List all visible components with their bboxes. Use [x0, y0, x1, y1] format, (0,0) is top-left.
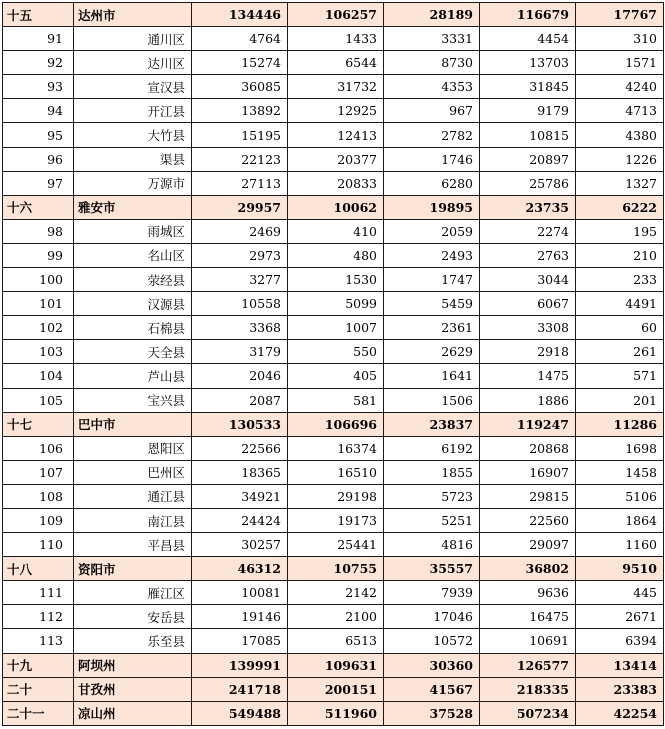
value-cell-v3: 1641: [384, 364, 480, 388]
row-index-cell: 十六: [3, 195, 74, 219]
table-row: [3, 460, 664, 484]
region-name-cell: 渠县: [74, 147, 192, 171]
region-name-cell: 石棉县: [74, 316, 192, 340]
value-cell-v1: 15274: [192, 51, 288, 75]
value-cell-v2: 2100: [288, 605, 384, 629]
value-cell-v4: 119247: [480, 412, 576, 436]
value-cell-v5: 42254: [576, 701, 664, 725]
value-cell-v4: 22560: [480, 508, 576, 532]
value-cell-v4: 1886: [480, 388, 576, 412]
value-cell-v4: 1475: [480, 364, 576, 388]
city-total-row: [3, 701, 664, 725]
row-index-cell: 102: [3, 316, 74, 340]
table-row: [3, 436, 664, 460]
value-cell-v2: 12413: [288, 123, 384, 147]
value-cell-v4: 2763: [480, 243, 576, 267]
row-index-cell: 二十: [3, 677, 74, 701]
region-name-cell: 名山区: [74, 243, 192, 267]
value-cell-v1: 24424: [192, 508, 288, 532]
value-cell-v3: 5459: [384, 292, 480, 316]
row-index-cell: 108: [3, 484, 74, 508]
row-index-cell: 十五: [3, 3, 74, 27]
table-row: [3, 581, 664, 605]
value-cell-v4: 29815: [480, 484, 576, 508]
row-index-cell: 97: [3, 171, 74, 195]
value-cell-v5: 6222: [576, 195, 664, 219]
table-wrapper: [2, 2, 664, 726]
value-cell-v5: 4240: [576, 75, 664, 99]
row-index-cell: 98: [3, 219, 74, 243]
row-index-cell: 113: [3, 629, 74, 653]
value-cell-v2: 25441: [288, 533, 384, 557]
value-cell-v1: 549488: [192, 701, 288, 725]
value-cell-v1: 10558: [192, 292, 288, 316]
city-total-row: [3, 412, 664, 436]
row-index-cell: 十八: [3, 557, 74, 581]
value-cell-v5: 1226: [576, 147, 664, 171]
value-cell-v5: 1160: [576, 533, 664, 557]
value-cell-v3: 10572: [384, 629, 480, 653]
value-cell-v5: 23383: [576, 677, 664, 701]
value-cell-v1: 130533: [192, 412, 288, 436]
value-cell-v2: 6544: [288, 51, 384, 75]
value-cell-v4: 13703: [480, 51, 576, 75]
region-name-cell: 芦山县: [74, 364, 192, 388]
value-cell-v4: 29097: [480, 533, 576, 557]
value-cell-v5: 5106: [576, 484, 664, 508]
value-cell-v1: 22566: [192, 436, 288, 460]
region-name-cell: 达川区: [74, 51, 192, 75]
value-cell-v5: 310: [576, 27, 664, 51]
table-row: [3, 99, 664, 123]
value-cell-v2: 5099: [288, 292, 384, 316]
value-cell-v1: 13892: [192, 99, 288, 123]
row-index-cell: 94: [3, 99, 74, 123]
value-cell-v5: 4380: [576, 123, 664, 147]
row-index-cell: 92: [3, 51, 74, 75]
city-total-row: [3, 557, 664, 581]
value-cell-v4: 218335: [480, 677, 576, 701]
value-cell-v2: 6513: [288, 629, 384, 653]
value-cell-v3: 3331: [384, 27, 480, 51]
table-row: [3, 388, 664, 412]
region-name-cell: 巴中市: [74, 412, 192, 436]
row-index-cell: 103: [3, 340, 74, 364]
value-cell-v4: 2274: [480, 219, 576, 243]
region-name-cell: 安岳县: [74, 605, 192, 629]
value-cell-v4: 126577: [480, 653, 576, 677]
table-row: [3, 508, 664, 532]
value-cell-v4: 10691: [480, 629, 576, 653]
region-name-cell: 通江县: [74, 484, 192, 508]
region-name-cell: 大竹县: [74, 123, 192, 147]
table-row: [3, 340, 664, 364]
table-row: [3, 243, 664, 267]
city-total-row: [3, 3, 664, 27]
value-cell-v5: 4491: [576, 292, 664, 316]
value-cell-v4: 6067: [480, 292, 576, 316]
value-cell-v5: 201: [576, 388, 664, 412]
value-cell-v4: 36802: [480, 557, 576, 581]
row-index-cell: 十九: [3, 653, 74, 677]
value-cell-v4: 16475: [480, 605, 576, 629]
table-row: [3, 364, 664, 388]
value-cell-v1: 134446: [192, 3, 288, 27]
value-cell-v3: 1746: [384, 147, 480, 171]
value-cell-v3: 2059: [384, 219, 480, 243]
value-cell-v2: 1530: [288, 268, 384, 292]
value-cell-v1: 18365: [192, 460, 288, 484]
value-cell-v5: 1458: [576, 460, 664, 484]
region-name-cell: 资阳市: [74, 557, 192, 581]
value-cell-v4: 16907: [480, 460, 576, 484]
row-index-cell: 100: [3, 268, 74, 292]
value-cell-v1: 2973: [192, 243, 288, 267]
region-name-cell: 达州市: [74, 3, 192, 27]
value-cell-v4: 31845: [480, 75, 576, 99]
value-cell-v2: 511960: [288, 701, 384, 725]
region-name-cell: 甘孜州: [74, 677, 192, 701]
value-cell-v1: 34921: [192, 484, 288, 508]
value-cell-v1: 46312: [192, 557, 288, 581]
row-index-cell: 109: [3, 508, 74, 532]
row-index-cell: 105: [3, 388, 74, 412]
city-total-row: [3, 677, 664, 701]
table-row: [3, 605, 664, 629]
value-cell-v1: 139991: [192, 653, 288, 677]
data-table: [2, 2, 664, 726]
value-cell-v2: 19173: [288, 508, 384, 532]
value-cell-v3: 967: [384, 99, 480, 123]
value-cell-v2: 550: [288, 340, 384, 364]
table-row: [3, 75, 664, 99]
value-cell-v4: 507234: [480, 701, 576, 725]
region-name-cell: 平昌县: [74, 533, 192, 557]
value-cell-v1: 2469: [192, 219, 288, 243]
value-cell-v1: 22123: [192, 147, 288, 171]
value-cell-v3: 7939: [384, 581, 480, 605]
city-total-row: [3, 195, 664, 219]
value-cell-v5: 11286: [576, 412, 664, 436]
value-cell-v3: 28189: [384, 3, 480, 27]
value-cell-v3: 2629: [384, 340, 480, 364]
value-cell-v3: 2361: [384, 316, 480, 340]
value-cell-v5: 2671: [576, 605, 664, 629]
value-cell-v3: 4353: [384, 75, 480, 99]
region-name-cell: 荥经县: [74, 268, 192, 292]
value-cell-v1: 29957: [192, 195, 288, 219]
value-cell-v3: 37528: [384, 701, 480, 725]
value-cell-v2: 109631: [288, 653, 384, 677]
row-index-cell: 93: [3, 75, 74, 99]
value-cell-v3: 6192: [384, 436, 480, 460]
value-cell-v1: 3179: [192, 340, 288, 364]
table-row: [3, 147, 664, 171]
table-row: [3, 484, 664, 508]
value-cell-v1: 3277: [192, 268, 288, 292]
region-name-cell: 雨城区: [74, 219, 192, 243]
value-cell-v3: 4816: [384, 533, 480, 557]
value-cell-v3: 23837: [384, 412, 480, 436]
value-cell-v3: 17046: [384, 605, 480, 629]
region-name-cell: 宝兴县: [74, 388, 192, 412]
table-row: [3, 629, 664, 653]
value-cell-v3: 2493: [384, 243, 480, 267]
row-index-cell: 96: [3, 147, 74, 171]
row-index-cell: 111: [3, 581, 74, 605]
value-cell-v5: 1571: [576, 51, 664, 75]
region-name-cell: 阿坝州: [74, 653, 192, 677]
table-row: [3, 123, 664, 147]
row-index-cell: 二十一: [3, 701, 74, 725]
value-cell-v4: 3308: [480, 316, 576, 340]
value-cell-v1: 2087: [192, 388, 288, 412]
value-cell-v1: 2046: [192, 364, 288, 388]
value-cell-v4: 20868: [480, 436, 576, 460]
row-index-cell: 91: [3, 27, 74, 51]
region-name-cell: 开江县: [74, 99, 192, 123]
value-cell-v3: 30360: [384, 653, 480, 677]
value-cell-v2: 106257: [288, 3, 384, 27]
value-cell-v5: 195: [576, 219, 664, 243]
row-index-cell: 112: [3, 605, 74, 629]
region-name-cell: 雅安市: [74, 195, 192, 219]
region-name-cell: 雁江区: [74, 581, 192, 605]
value-cell-v5: 1864: [576, 508, 664, 532]
value-cell-v1: 15195: [192, 123, 288, 147]
value-cell-v5: 17767: [576, 3, 664, 27]
value-cell-v2: 1007: [288, 316, 384, 340]
value-cell-v3: 1747: [384, 268, 480, 292]
value-cell-v1: 27113: [192, 171, 288, 195]
value-cell-v5: 13414: [576, 653, 664, 677]
value-cell-v5: 1327: [576, 171, 664, 195]
value-cell-v2: 31732: [288, 75, 384, 99]
value-cell-v3: 5251: [384, 508, 480, 532]
value-cell-v1: 241718: [192, 677, 288, 701]
value-cell-v2: 16374: [288, 436, 384, 460]
table-row: [3, 171, 664, 195]
region-name-cell: 通川区: [74, 27, 192, 51]
region-name-cell: 恩阳区: [74, 436, 192, 460]
table-row: [3, 533, 664, 557]
value-cell-v1: 17085: [192, 629, 288, 653]
value-cell-v3: 1855: [384, 460, 480, 484]
region-name-cell: 乐至县: [74, 629, 192, 653]
value-cell-v2: 200151: [288, 677, 384, 701]
value-cell-v3: 5723: [384, 484, 480, 508]
value-cell-v2: 20377: [288, 147, 384, 171]
value-cell-v3: 6280: [384, 171, 480, 195]
value-cell-v1: 3368: [192, 316, 288, 340]
table-row: [3, 219, 664, 243]
value-cell-v5: 6394: [576, 629, 664, 653]
value-cell-v3: 41567: [384, 677, 480, 701]
value-cell-v3: 19895: [384, 195, 480, 219]
table-row: [3, 268, 664, 292]
value-cell-v5: 261: [576, 340, 664, 364]
value-cell-v1: 4764: [192, 27, 288, 51]
value-cell-v5: 1698: [576, 436, 664, 460]
value-cell-v2: 581: [288, 388, 384, 412]
value-cell-v2: 1433: [288, 27, 384, 51]
table-row: [3, 316, 664, 340]
value-cell-v4: 23735: [480, 195, 576, 219]
row-index-cell: 110: [3, 533, 74, 557]
table-row: [3, 51, 664, 75]
value-cell-v5: 9510: [576, 557, 664, 581]
region-name-cell: 凉山州: [74, 701, 192, 725]
row-index-cell: 104: [3, 364, 74, 388]
value-cell-v5: 60: [576, 316, 664, 340]
value-cell-v4: 9636: [480, 581, 576, 605]
region-name-cell: 南江县: [74, 508, 192, 532]
table-body: [3, 3, 664, 726]
row-index-cell: 99: [3, 243, 74, 267]
value-cell-v3: 1506: [384, 388, 480, 412]
value-cell-v2: 10755: [288, 557, 384, 581]
value-cell-v4: 2918: [480, 340, 576, 364]
row-index-cell: 107: [3, 460, 74, 484]
value-cell-v4: 20897: [480, 147, 576, 171]
row-index-cell: 101: [3, 292, 74, 316]
region-name-cell: 万源市: [74, 171, 192, 195]
value-cell-v2: 410: [288, 219, 384, 243]
value-cell-v1: 10081: [192, 581, 288, 605]
value-cell-v4: 4454: [480, 27, 576, 51]
value-cell-v2: 2142: [288, 581, 384, 605]
value-cell-v2: 16510: [288, 460, 384, 484]
city-total-row: [3, 653, 664, 677]
value-cell-v1: 36085: [192, 75, 288, 99]
value-cell-v5: 210: [576, 243, 664, 267]
value-cell-v1: 19146: [192, 605, 288, 629]
region-name-cell: 天全县: [74, 340, 192, 364]
row-index-cell: 106: [3, 436, 74, 460]
value-cell-v5: 445: [576, 581, 664, 605]
value-cell-v2: 10062: [288, 195, 384, 219]
value-cell-v4: 3044: [480, 268, 576, 292]
row-index-cell: 95: [3, 123, 74, 147]
region-name-cell: 汉源县: [74, 292, 192, 316]
value-cell-v2: 20833: [288, 171, 384, 195]
value-cell-v2: 29198: [288, 484, 384, 508]
value-cell-v1: 30257: [192, 533, 288, 557]
region-name-cell: 巴州区: [74, 460, 192, 484]
value-cell-v4: 25786: [480, 171, 576, 195]
row-index-cell: 十七: [3, 412, 74, 436]
value-cell-v4: 116679: [480, 3, 576, 27]
value-cell-v5: 233: [576, 268, 664, 292]
value-cell-v4: 10815: [480, 123, 576, 147]
value-cell-v2: 12925: [288, 99, 384, 123]
value-cell-v2: 480: [288, 243, 384, 267]
value-cell-v3: 2782: [384, 123, 480, 147]
region-name-cell: 宣汉县: [74, 75, 192, 99]
value-cell-v4: 9179: [480, 99, 576, 123]
value-cell-v5: 4713: [576, 99, 664, 123]
table-row: [3, 27, 664, 51]
value-cell-v3: 8730: [384, 51, 480, 75]
value-cell-v2: 106696: [288, 412, 384, 436]
value-cell-v2: 405: [288, 364, 384, 388]
table-row: [3, 292, 664, 316]
value-cell-v3: 35557: [384, 557, 480, 581]
value-cell-v5: 571: [576, 364, 664, 388]
